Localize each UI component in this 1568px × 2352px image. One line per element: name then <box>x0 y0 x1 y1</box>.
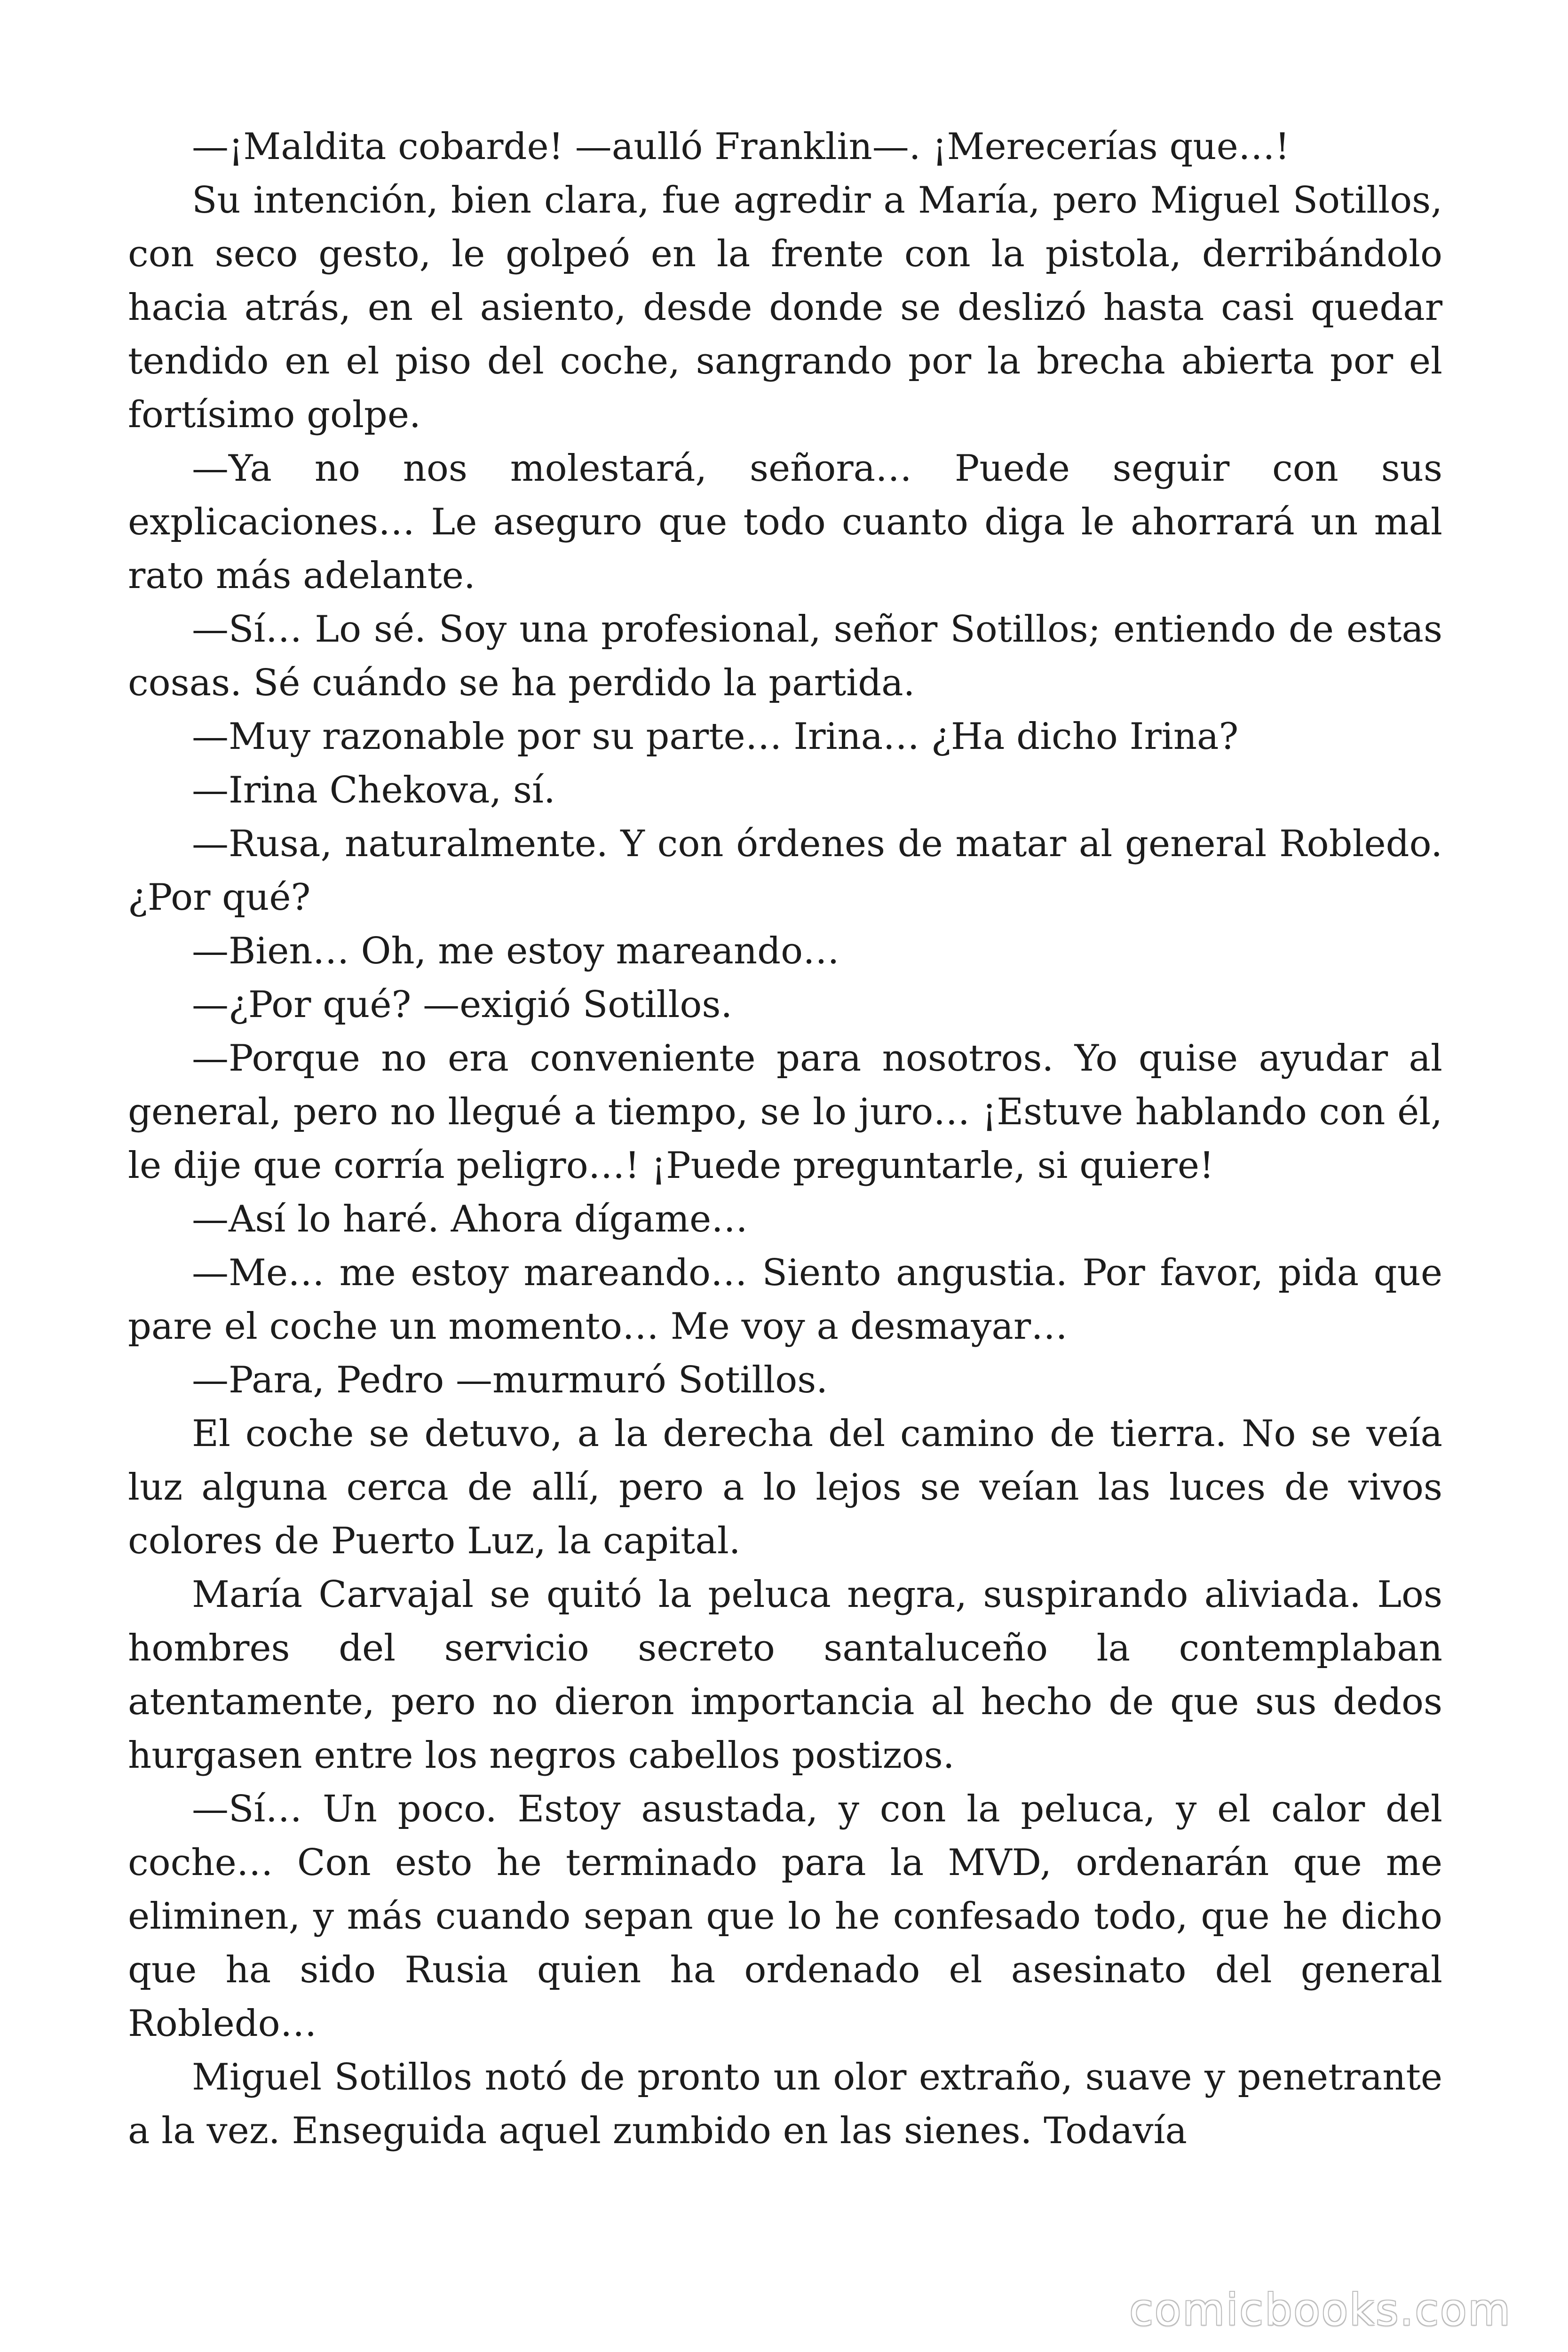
paragraph: —Me… me estoy mareando… Siento angustia. Por favor, pida que pare el coche un momento… Me voy a desmayar… <box>128 1252 1442 1348</box>
paragraph: —¿Por qué? —exigió Sotillos. <box>192 984 733 1026</box>
paragraph: —Porque no era conveniente para nosotros. Yo quise ayudar al general, pero no llegué a tiempo, se lo juro… ¡Estuve hablando con él, le dije que corría peligro…! ¡Puede preguntarle, si quiere! <box>128 1037 1442 1187</box>
paragraph: —Rusa, naturalmente. Y con órdenes de matar al general Robledo. ¿Por qué? <box>128 823 1442 919</box>
paragraph: —Sí… Un poco. Estoy asustada, y con la peluca, y el calor del coche… Con esto he terminado para la MVD, ordenarán que me eliminen, y más cuando sepan que lo he confesado todo, que he dicho que ha sido Rusia quien ha ordenado el asesinato del general Robledo… <box>128 1788 1442 2045</box>
paragraph: —Irina Chekova, sí. <box>192 769 555 811</box>
paragraph: —Bien… Oh, me estoy mareando… <box>192 930 840 972</box>
paragraph: —Sí… Lo sé. Soy una profesional, señor Sotillos; entiendo de estas cosas. Sé cuándo se ha perdido la partida. <box>128 608 1442 704</box>
page-body-text <box>128 120 1442 2158</box>
paragraph: —Muy razonable por su parte… Irina… ¿Ha dicho Irina? <box>192 715 1239 758</box>
paragraph: —Ya no nos molestará, señora… Puede seguir con sus explicaciones… Le aseguro que todo cuanto diga le ahorrará un mal rato más adelante. <box>128 447 1442 597</box>
paragraph: Miguel Sotillos notó de pronto un olor extraño, suave y penetrante a la vez. Enseguida aquel zumbido en las sienes. Todavía <box>128 2056 1442 2152</box>
watermark-logo: comicbooks.com <box>1129 2285 1512 2335</box>
paragraph: María Carvajal se quitó la peluca negra, suspirando aliviada. Los hombres del servicio secreto santaluceño la contemplaban atentamente, pero no dieron importancia al hecho de que sus dedos hurgasen entre los negros cabellos postizos. <box>128 1573 1442 1777</box>
paragraph: —Para, Pedro —murmuró Sotillos. <box>192 1359 828 1401</box>
paragraph: El coche se detuvo, a la derecha del camino de tierra. No se veía luz alguna cerca de allí, pero a lo lejos se veían las luces de vivos colores de Puerto Luz, la capital. <box>128 1413 1442 1562</box>
paragraph: Su intención, bien clara, fue agredir a María, pero Miguel Sotillos, con seco gesto, le golpeó en la frente con la pistola, derribándolo hacia atrás, en el asiento, desde donde se deslizó hasta casi quedar tendido en el piso del coche, sangrando por la brecha abierta por el fortísimo golpe. <box>128 179 1442 436</box>
paragraph: —Así lo haré. Ahora dígame… <box>192 1198 748 1240</box>
paragraph: —¡Maldita cobarde! —aulló Franklin—. ¡Merecerías que…! <box>192 126 1290 168</box>
